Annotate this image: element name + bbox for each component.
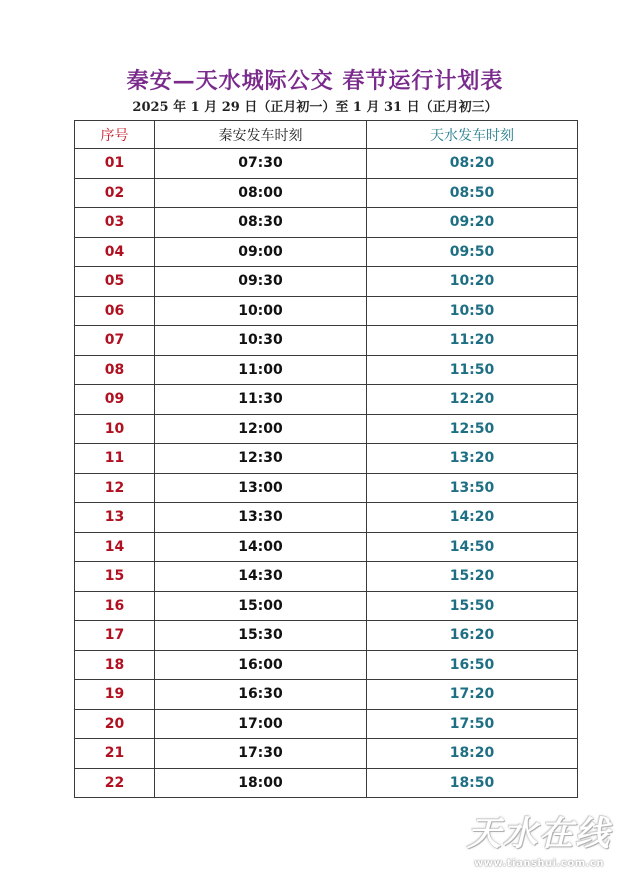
qinan-departure-time: 14:30: [155, 562, 367, 592]
table-row: [75, 709, 578, 739]
watermark-logo: 天水在线: [467, 814, 611, 854]
qinan-departure-time: 09:00: [155, 237, 367, 267]
table-row: [75, 739, 578, 769]
table-row: [75, 149, 578, 179]
qinan-departure-time: 13:30: [155, 503, 367, 533]
row-sequence-number: 12: [75, 473, 155, 503]
qinan-departure-time: 11:30: [155, 385, 367, 415]
qinan-departure-time: 08:00: [155, 178, 367, 208]
tianshui-departure-time: 18:50: [367, 768, 578, 798]
tianshui-departure-time: 11:20: [367, 326, 578, 356]
table-row: [75, 355, 578, 385]
row-sequence-number: 22: [75, 768, 155, 798]
qinan-departure-time: 08:30: [155, 208, 367, 238]
tianshui-departure-time: 10:20: [367, 267, 578, 297]
tianshui-departure-time: 13:20: [367, 444, 578, 474]
qinan-departure-time: 13:00: [155, 473, 367, 503]
tianshui-online-watermark: [454, 812, 624, 878]
qinan-departure-time: 15:00: [155, 591, 367, 621]
qinan-departure-time: 17:00: [155, 709, 367, 739]
table-row: [75, 650, 578, 680]
row-sequence-number: 10: [75, 414, 155, 444]
table-row: [75, 532, 578, 562]
row-sequence-number: 17: [75, 621, 155, 651]
qinan-departure-time: 10:00: [155, 296, 367, 326]
row-sequence-number: 02: [75, 178, 155, 208]
row-sequence-number: 20: [75, 709, 155, 739]
table-row: [75, 296, 578, 326]
row-sequence-number: 06: [75, 296, 155, 326]
header-sequence: 序号: [75, 121, 155, 149]
qinan-departure-time: 12:00: [155, 414, 367, 444]
tianshui-departure-time: 08:50: [367, 178, 578, 208]
table-row: [75, 621, 578, 651]
tianshui-departure-time: 15:20: [367, 562, 578, 592]
table-row: [75, 414, 578, 444]
table-row: [75, 680, 578, 710]
tianshui-departure-time: 18:20: [367, 739, 578, 769]
tianshui-departure-time: 14:50: [367, 532, 578, 562]
schedule-title: 秦安—天水城际公交 春节运行计划表: [126, 68, 504, 94]
row-sequence-number: 21: [75, 739, 155, 769]
table-header-row: [75, 121, 578, 149]
qinan-departure-time: 16:30: [155, 680, 367, 710]
qinan-departure-time: 15:30: [155, 621, 367, 651]
table-row: [75, 385, 578, 415]
row-sequence-number: 16: [75, 591, 155, 621]
tianshui-departure-time: 13:50: [367, 473, 578, 503]
tianshui-departure-time: 09:50: [367, 237, 578, 267]
table-row: [75, 208, 578, 238]
qinan-departure-time: 18:00: [155, 768, 367, 798]
row-sequence-number: 05: [75, 267, 155, 297]
row-sequence-number: 13: [75, 503, 155, 533]
row-sequence-number: 19: [75, 680, 155, 710]
header-tianshui-departure: 天水发车时刻: [367, 121, 578, 149]
qinan-departure-time: 16:00: [155, 650, 367, 680]
tianshui-departure-time: 16:50: [367, 650, 578, 680]
tianshui-departure-time: 09:20: [367, 208, 578, 238]
tianshui-departure-time: 11:50: [367, 355, 578, 385]
row-sequence-number: 08: [75, 355, 155, 385]
tianshui-departure-time: 10:50: [367, 296, 578, 326]
row-sequence-number: 09: [75, 385, 155, 415]
qinan-departure-time: 10:30: [155, 326, 367, 356]
tianshui-departure-time: 08:20: [367, 149, 578, 179]
tianshui-departure-time: 12:50: [367, 414, 578, 444]
tianshui-departure-time: 14:20: [367, 503, 578, 533]
watermark-url: www.tianshui.com.cn: [474, 858, 604, 869]
qinan-departure-time: 07:30: [155, 149, 367, 179]
table-row: [75, 444, 578, 474]
tianshui-departure-time: 17:50: [367, 709, 578, 739]
qinan-departure-time: 17:30: [155, 739, 367, 769]
row-sequence-number: 03: [75, 208, 155, 238]
table-row: [75, 237, 578, 267]
table-row: [75, 591, 578, 621]
row-sequence-number: 07: [75, 326, 155, 356]
row-sequence-number: 18: [75, 650, 155, 680]
qinan-departure-time: 11:00: [155, 355, 367, 385]
table-row: [75, 473, 578, 503]
tianshui-departure-time: 16:20: [367, 621, 578, 651]
date-range-subtitle: 2025 年 1 月 29 日（正月初一）至 1 月 31 日（正月初三）: [132, 100, 498, 115]
table-row: [75, 768, 578, 798]
row-sequence-number: 11: [75, 444, 155, 474]
table-row: [75, 326, 578, 356]
row-sequence-number: 15: [75, 562, 155, 592]
table-row: [75, 267, 578, 297]
schedule-rows: [75, 149, 578, 798]
qinan-departure-time: 14:00: [155, 532, 367, 562]
qinan-departure-time: 09:30: [155, 267, 367, 297]
bus-schedule-table: [74, 120, 578, 798]
table-row: [75, 562, 578, 592]
table-row: [75, 178, 578, 208]
row-sequence-number: 14: [75, 532, 155, 562]
qinan-departure-time: 12:30: [155, 444, 367, 474]
tianshui-departure-time: 12:20: [367, 385, 578, 415]
tianshui-departure-time: 15:50: [367, 591, 578, 621]
table-row: [75, 503, 578, 533]
tianshui-departure-time: 17:20: [367, 680, 578, 710]
header-qinan-departure: 秦安发车时刻: [155, 121, 367, 149]
row-sequence-number: 01: [75, 149, 155, 179]
row-sequence-number: 04: [75, 237, 155, 267]
